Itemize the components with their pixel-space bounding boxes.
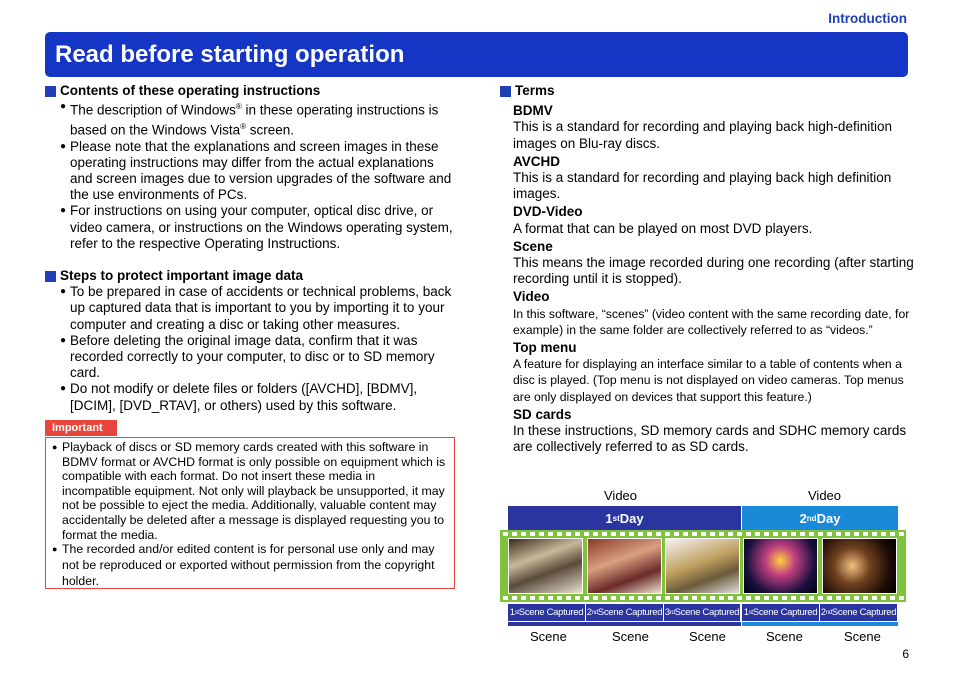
film-sprocket-hole <box>620 532 625 536</box>
film-sprocket-hole <box>575 532 580 536</box>
video-label: Video <box>604 488 638 503</box>
film-sprocket-hole <box>890 596 895 600</box>
scene-label: Scene <box>844 629 881 644</box>
film-sprocket-hole <box>782 532 787 536</box>
video-label: Video <box>808 488 842 503</box>
film-sprocket-hole <box>539 596 544 600</box>
square-bullet-icon <box>45 271 56 282</box>
term-body: A format that can be played on most DVD players. <box>513 220 813 236</box>
film-sprocket-hole <box>755 532 760 536</box>
scene-label: Scene <box>766 629 803 644</box>
left-column <box>45 83 455 414</box>
scene-thumbnail <box>822 538 897 594</box>
film-sprocket-hole <box>674 532 679 536</box>
film-sprocket-hole <box>638 596 643 600</box>
film-sprocket-hole <box>656 596 661 600</box>
film-sprocket-hole <box>683 532 688 536</box>
film-sprocket-hole <box>809 596 814 600</box>
bullet-text: in these operating instructions is based on the Windows Vista <box>70 102 439 138</box>
title-bar <box>45 32 908 77</box>
list-item: ● Before deleting the original image data, confirm that it was recorded correctly to your computer, to disc or to SD memory card. <box>60 333 455 382</box>
film-sprocket-hole <box>791 532 796 536</box>
film-sprocket-hole <box>755 596 760 600</box>
important-box <box>45 437 455 589</box>
film-sprocket-hole <box>764 532 769 536</box>
day-word: Day <box>816 511 841 526</box>
film-sprocket-hole <box>845 532 850 536</box>
film-sprocket-hole <box>647 596 652 600</box>
term-title: Video <box>513 289 550 305</box>
square-bullet-icon <box>45 86 56 97</box>
contents-list <box>45 99 455 252</box>
contents-heading <box>45 83 455 99</box>
film-sprocket-hole <box>611 532 616 536</box>
day-2-bar <box>742 506 898 531</box>
film-sprocket-hole <box>773 596 778 600</box>
film-sprocket-hole <box>854 596 859 600</box>
film-sprocket-hole <box>611 596 616 600</box>
contents-heading-text: Contents of these operating instructions <box>60 83 321 98</box>
page-number: 6 <box>902 647 909 661</box>
day-1-bar <box>508 506 741 531</box>
film-sprocket-hole <box>719 532 724 536</box>
film-sprocket-hole <box>737 532 742 536</box>
registered-mark: ® <box>235 102 242 112</box>
film-sprocket-hole <box>521 532 526 536</box>
film-sprocket-hole <box>872 532 877 536</box>
list-item: ● For instructions on using your computer, optical disc drive, or video camera, or instructions on the Windows operating system, refer to the respective Operating Instructions. <box>60 203 455 252</box>
film-sprocket-hole <box>737 596 742 600</box>
list-item: ● The recorded and/or edited content is for personal use only and may not be reproduced or exported without permission from the copyright holder. <box>52 542 446 589</box>
film-sprocket-hole <box>782 596 787 600</box>
film-sprocket-hole <box>899 596 904 600</box>
film-sprocket-hole <box>638 532 643 536</box>
film-sprocket-hole <box>800 532 805 536</box>
film-sprocket-hole <box>566 532 571 536</box>
film-sprocket-hole <box>863 532 868 536</box>
film-sprocket-hole <box>773 532 778 536</box>
film-sprocket-hole <box>548 532 553 536</box>
film-sprocket-hole <box>791 596 796 600</box>
film-sprocket-hole <box>629 596 634 600</box>
scene-captured-label: 2 nd Scene Captured <box>586 604 664 621</box>
film-sprocket-hole <box>530 532 535 536</box>
registered-mark: ® <box>240 121 247 131</box>
film-sprocket-hole <box>557 596 562 600</box>
film-sprocket-hole <box>836 532 841 536</box>
film-sprocket-hole <box>557 532 562 536</box>
scene-captured-label: 1 st Scene Captured <box>742 604 820 621</box>
term-body: A feature for displaying an interface similar to a table of contents when a disc is played. (Top menu is not displayed on video cameras. Top menus are only displayed on devices that support this feature.) <box>513 357 904 404</box>
important-label: Important <box>45 420 117 436</box>
term-body: This is a standard for recording and playing back high-definition images on Blu-ray discs. <box>513 119 892 151</box>
film-sprocket-hole <box>629 532 634 536</box>
term-title: Top menu <box>513 340 577 356</box>
film-sprocket-hole <box>899 532 904 536</box>
film-sprocket-hole <box>692 532 697 536</box>
film-sprocket-hole <box>548 596 553 600</box>
film-sprocket-hole <box>512 596 517 600</box>
film-sprocket-hole <box>593 596 598 600</box>
film-sprocket-hole <box>827 596 832 600</box>
day-1-scene-bar <box>508 622 741 626</box>
film-sprocket-hole <box>521 596 526 600</box>
steps-heading-text: Steps to protect important image data <box>60 268 304 284</box>
film-sprocket-hole <box>818 596 823 600</box>
day-suffix: nd <box>806 514 817 523</box>
term-body: This is a standard for recording and playing back high definition images. <box>513 170 892 202</box>
film-sprocket-hole <box>620 596 625 600</box>
film-sprocket-hole <box>692 596 697 600</box>
day-number: 2 <box>799 511 807 526</box>
film-sprocket-hole <box>575 596 580 600</box>
term-title: BDMV <box>513 103 553 119</box>
term-body: In these instructions, SD memory cards and SDHC memory cards are collectively referred to as SD cards. <box>513 423 907 455</box>
film-sprocket-hole <box>710 596 715 600</box>
film-sprocket-hole <box>584 532 589 536</box>
term-title: DVD-Video <box>513 204 583 220</box>
list-item: ● Do not modify or delete files or folders ([AVCHD], [BDMV], [DCIM], [DVD_RTAV], or others) used by this software. <box>60 381 455 413</box>
list-item: ● Please note that the explanations and screen images in these operating instructions may differ from the actual explanations and screen images due to version upgrades of the software and the use environments of PCs. <box>60 139 455 204</box>
film-sprocket-hole <box>665 596 670 600</box>
film-sprocket-hole <box>503 596 508 600</box>
term-body: In this software, “scenes” (video content with the same recording date, for example) in the same folder are collectively referred to as “videos.” <box>513 306 910 337</box>
scene-thumbnail <box>743 538 818 594</box>
scene-captured-label: 3 rd Scene Captured <box>664 604 741 621</box>
section-label: Introduction <box>828 11 907 26</box>
steps-heading <box>45 268 455 284</box>
film-sprocket-hole <box>593 532 598 536</box>
film-sprocket-hole <box>836 596 841 600</box>
film-sprocket-hole <box>818 532 823 536</box>
bullet-text: The description of Windows <box>70 102 236 118</box>
term-title: SD cards <box>513 406 572 422</box>
film-sprocket-hole <box>647 532 652 536</box>
terms-column <box>500 83 915 455</box>
film-sprocket-hole <box>827 532 832 536</box>
film-sprocket-hole <box>530 596 535 600</box>
scene-label: Scene <box>530 629 567 644</box>
film-sprocket-hole <box>701 596 706 600</box>
film-sprocket-hole <box>503 532 508 536</box>
video-scene-diagram <box>500 486 910 646</box>
scene-thumbnail <box>665 538 740 594</box>
film-sprocket-hole <box>602 532 607 536</box>
term-title: Scene <box>513 238 553 254</box>
film-sprocket-hole <box>746 596 751 600</box>
film-sprocket-hole <box>566 596 571 600</box>
film-sprocket-hole <box>881 532 886 536</box>
film-sprocket-hole <box>809 532 814 536</box>
scene-label: Scene <box>689 629 726 644</box>
scene-captured-label: 2 nd Scene Captured <box>820 604 898 621</box>
film-sprocket-hole <box>674 596 679 600</box>
film-sprocket-hole <box>881 596 886 600</box>
terms-heading-text: Terms <box>515 83 555 98</box>
day-number: 1 <box>605 511 613 526</box>
page-title: Read before starting operation <box>55 41 405 68</box>
film-sprocket-hole <box>719 596 724 600</box>
film-sprocket-hole <box>845 596 850 600</box>
square-bullet-icon <box>500 86 511 97</box>
scene-thumbnail <box>508 538 583 594</box>
film-sprocket-hole <box>728 532 733 536</box>
day-2-scene-bar <box>742 622 898 626</box>
film-sprocket-hole <box>746 532 751 536</box>
steps-list <box>45 284 455 414</box>
film-sprocket-hole <box>764 596 769 600</box>
film-sprocket-hole <box>512 532 517 536</box>
film-sprocket-hole <box>584 596 589 600</box>
term-body: This means the image recorded during one recording (after starting recording until it is stopped). <box>513 255 914 287</box>
list-item: ● To be prepared in case of accidents or technical problems, back up captured data that is important to you by importing it to your computer and creating a disc or taking other measures. <box>60 284 455 333</box>
film-sprocket-hole <box>683 596 688 600</box>
scene-thumbnail <box>587 538 662 594</box>
film-sprocket-hole <box>602 596 607 600</box>
film-sprocket-hole <box>854 532 859 536</box>
film-strip <box>500 530 906 602</box>
film-sprocket-hole <box>701 532 706 536</box>
film-sprocket-hole <box>539 532 544 536</box>
film-sprocket-hole <box>890 532 895 536</box>
scene-label: Scene <box>612 629 649 644</box>
terms-heading <box>500 83 915 99</box>
film-sprocket-hole <box>800 596 805 600</box>
list-item: ● Playback of discs or SD memory cards created with this software in BDMV format or AVCHD format is only possible on equipment which is compatible with each format. Do not insert these media in incompatible equipment. Not only will playback be unsupported, it may not be possible to eject the media. Additionally, valuable content may accidentally be deleted after a message is displayed requesting you to format the media. <box>52 440 446 542</box>
film-sprocket-hole <box>872 596 877 600</box>
day-suffix: st <box>612 514 620 523</box>
day-word: Day <box>619 511 644 526</box>
film-sprocket-hole <box>656 532 661 536</box>
scene-captured-label: 1 st Scene Captured <box>508 604 586 621</box>
film-sprocket-hole <box>863 596 868 600</box>
list-item <box>60 99 455 138</box>
term-title: AVCHD <box>513 153 560 169</box>
film-sprocket-hole <box>665 532 670 536</box>
film-sprocket-hole <box>728 596 733 600</box>
bullet-text: screen. <box>246 122 295 138</box>
film-sprocket-hole <box>710 532 715 536</box>
